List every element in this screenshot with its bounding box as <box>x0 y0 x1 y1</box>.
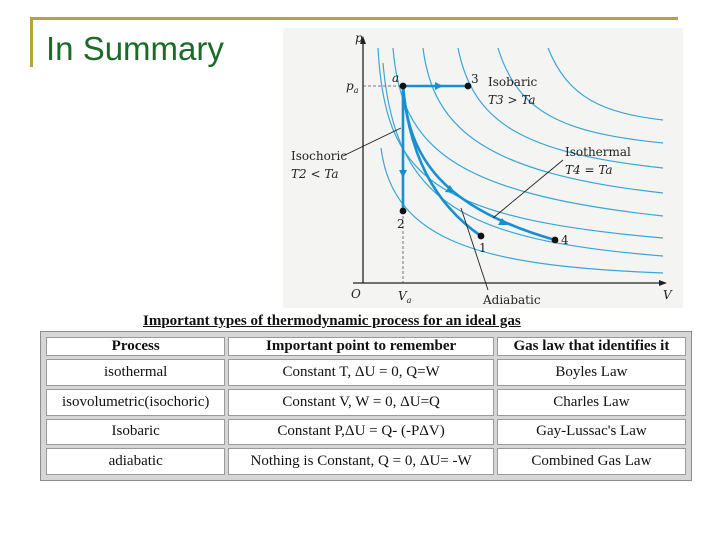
cell-gas-law: Combined Gas Law <box>497 448 686 475</box>
table-row <box>46 448 686 475</box>
table-row <box>46 419 686 446</box>
adiabatic-path <box>403 86 481 236</box>
leader-lines <box>343 128 563 290</box>
cell-process: Isobaric <box>46 419 225 446</box>
isobaric-arrow-icon <box>435 82 443 90</box>
axis-y-label: p <box>355 31 363 45</box>
point-a-label: a <box>392 71 400 85</box>
point-4-label: 4 <box>561 233 569 247</box>
state-point-2 <box>400 208 407 215</box>
table-row <box>46 359 686 386</box>
header-gas-law: Gas law that identifies it <box>497 337 686 356</box>
isotherm-curve <box>458 48 663 168</box>
state-point-1 <box>478 233 485 240</box>
isotherm-curve <box>548 48 663 120</box>
cell-key-point: Constant V, W = 0, ΔU=Q <box>228 389 493 416</box>
isochoric-title: Isochoric <box>291 149 348 163</box>
title-accent-left-rule <box>30 17 33 67</box>
isobaric-title: Isobaric <box>488 75 538 89</box>
isothermal-leader <box>493 160 563 218</box>
axis-x-label: V <box>663 288 672 302</box>
cell-gas-law: Charles Law <box>497 389 686 416</box>
cell-gas-law: Boyles Law <box>497 359 686 386</box>
pv-diagram <box>283 28 683 308</box>
isotherm-curve <box>423 48 663 193</box>
axes <box>353 36 667 286</box>
pv-diagram-svg <box>283 28 683 308</box>
table-row <box>46 389 686 416</box>
cell-key-point: Constant T, ΔU = 0, Q=W <box>228 359 493 386</box>
isothermal-title: Isothermal <box>565 145 631 159</box>
isochoric-relation: T2 < Ta <box>291 167 339 181</box>
va-label: $V_a$ <box>398 289 412 305</box>
adiabatic-title: Adiabatic <box>483 293 541 307</box>
state-point-4 <box>552 237 559 244</box>
point-3-label: 3 <box>471 72 479 86</box>
cell-gas-law: Gay-Lussac's Law <box>497 419 686 446</box>
title-accent-top-rule <box>30 17 678 20</box>
point-2-label: 2 <box>397 217 405 231</box>
table-header-row <box>46 337 686 356</box>
table-caption: Important types of thermodynamic process for an ideal gas <box>143 313 521 329</box>
slide-title: In Summary <box>46 30 224 67</box>
process-table-frame <box>40 331 692 481</box>
isobaric-relation: T3 > Ta <box>488 93 536 107</box>
state-point-a <box>400 83 407 90</box>
process-paths <box>403 86 555 240</box>
header-key-point: Important point to remember <box>228 337 493 356</box>
origin-label: O <box>351 287 361 301</box>
isochoric-leader <box>343 128 401 156</box>
cell-process: isovolumetric(isochoric) <box>46 389 225 416</box>
isochoric-arrow-icon <box>399 170 407 178</box>
pa-label: $p_a$ <box>346 79 359 95</box>
x-axis-arrow-icon <box>659 280 667 286</box>
isothermal-path <box>403 86 555 240</box>
process-table <box>43 334 689 478</box>
isothermal-relation: T4 = Ta <box>565 163 613 177</box>
point-1-label: 1 <box>479 241 487 255</box>
cell-process: adiabatic <box>46 448 225 475</box>
header-process: Process <box>46 337 225 356</box>
cell-key-point: Constant P,ΔU = Q- (-PΔV) <box>228 419 493 446</box>
cell-key-point: Nothing is Constant, Q = 0, ΔU= -W <box>228 448 493 475</box>
cell-process: isothermal <box>46 359 225 386</box>
